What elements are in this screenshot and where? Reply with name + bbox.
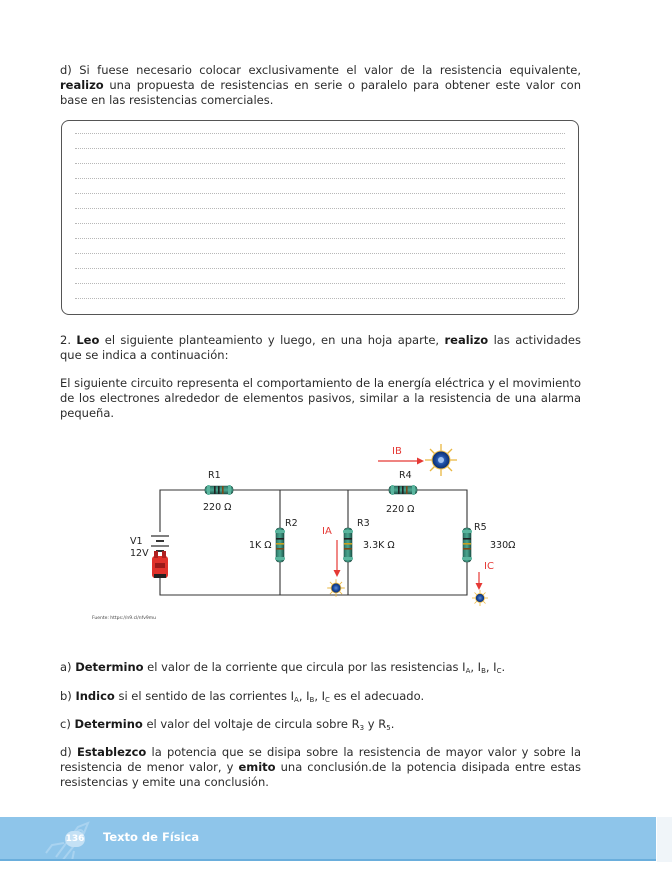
circuit-intro: El siguiente circuito representa el comportamiento de la energía eléctrica y el movimiento de los electrones alrededor de elementos pasivos, similar a la resistencia de una alarma pequeña.: [60, 376, 581, 420]
r3-label: R3: [357, 518, 370, 529]
electron-spark-icon: [472, 590, 488, 606]
source-note: Fuente: https://n9.cl/nfv9mu: [92, 616, 157, 621]
r3-value: 3.3K Ω: [363, 540, 395, 551]
resistor-r3: [343, 528, 353, 562]
ib-label: IB: [392, 446, 402, 457]
electron-spark-icon: [327, 579, 345, 597]
battery-symbol: [150, 532, 172, 556]
ia-label: IA: [322, 526, 332, 537]
arrow-ic-icon: [476, 572, 483, 590]
footer-bar: [0, 817, 656, 859]
resistor-r2: [275, 528, 285, 562]
arrow-ib-icon: [378, 458, 424, 465]
r4-label: R4: [399, 470, 412, 481]
arrow-ia-icon: [334, 540, 341, 577]
item-c: c) Determino el valor del voltaje de circula sobre $R_3$ y $R_5$.: [60, 717, 395, 732]
resistor-r1: [205, 485, 233, 495]
footer-rule: [0, 859, 656, 861]
r2-label: R2: [285, 518, 298, 529]
item-b: b) Indico si el sentido de las corrientes $I_A$, $I_B$, $I_C$ es el adecuado.: [60, 689, 425, 704]
item-d: d) Establezco la potencia que se disipa sobre la resistencia de mayor valor y sobre la resistencia de menor valor, y emito una conclusión.de la potencia disipada entre estas resistencias y emite una conclusión.: [60, 745, 582, 789]
ic-label: IC: [484, 561, 494, 572]
page-number: 136: [65, 831, 85, 847]
source-label: V1: [130, 536, 143, 547]
r5-value: 330Ω: [490, 540, 516, 551]
item-a: a) Determino el valor de la corriente que circula por las resistencias $I_A$, $I_B$, $I_C$.: [60, 660, 506, 675]
page-edge: [657, 817, 672, 862]
footer-title: Texto de Física: [103, 830, 200, 844]
r5-label: R5: [474, 522, 487, 533]
question-d: d) Si fuese necesario colocar exclusivamente el valor de la resistencia equivalente, realizo una propuesta de resistencias en serie o paralelo para obtener este valor con base en las resistencias comerciales.: [60, 63, 581, 107]
r1-value: 220 Ω: [203, 502, 232, 513]
resistor-r4: [389, 485, 417, 495]
r4-value: 220 Ω: [386, 504, 415, 515]
r1-label: R1: [208, 470, 221, 481]
question-2: 2. Leo el siguiente planteamiento y luego, en una hoja aparte, realizo las actividades que se indica a continuación:: [60, 333, 581, 362]
resistor-r5: [462, 528, 472, 562]
electron-spark-icon: [425, 444, 457, 476]
source-value: 12V: [130, 548, 149, 559]
r2-value: 1K Ω: [249, 540, 272, 551]
